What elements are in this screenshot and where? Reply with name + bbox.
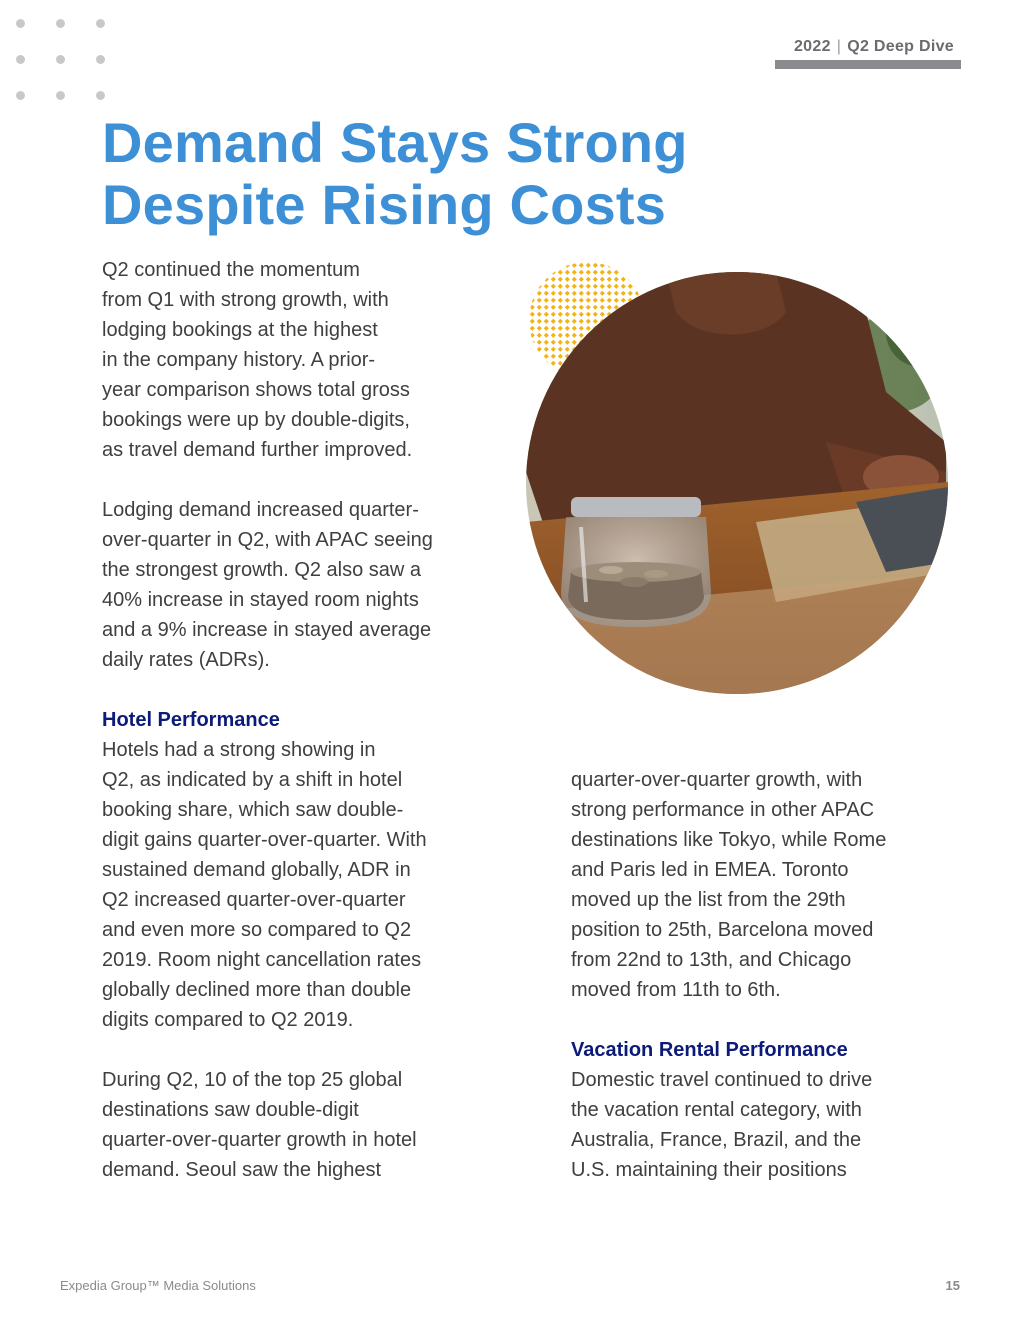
vacation-rental-paragraph <box>571 1065 941 1185</box>
text-line: 2019. Room night cancellation rates <box>102 949 422 971</box>
destinations-paragraph-continued <box>571 765 941 1005</box>
text-line: position to 25th, Barcelona moved <box>571 919 874 941</box>
grid-dot <box>16 91 25 100</box>
footer-brand: Expedia Group™ Media Solutions <box>60 1278 256 1293</box>
text-line: from 22nd to 13th, and Chicago <box>571 949 852 971</box>
text-line: as travel demand further improved. <box>102 439 413 461</box>
text-line: U.S. maintaining their positions <box>571 1159 847 1181</box>
text-line: Australia, France, Brazil, and the <box>571 1129 862 1151</box>
page-number: 15 <box>945 1278 960 1293</box>
text-line: sustained demand globally, ADR in <box>102 859 411 881</box>
text-line: and Paris led in EMEA. Toronto <box>571 859 849 881</box>
text-line: Domestic travel continued to drive <box>571 1069 873 1091</box>
grid-dot <box>16 55 25 64</box>
text-line: the vacation rental category, with <box>571 1099 862 1121</box>
text-line: booking share, which saw double- <box>102 799 404 821</box>
grid-dot <box>56 19 65 28</box>
text-line: digits compared to Q2 2019. <box>102 1009 354 1031</box>
grid-dot <box>16 19 25 28</box>
text-line: and even more so compared to Q2 <box>102 919 412 941</box>
text-line: demand. Seoul saw the highest <box>102 1159 382 1181</box>
text-line: year comparison shows total gross <box>102 379 410 401</box>
text-line: Q2 continued the momentum <box>102 259 360 281</box>
text-line: Q2, as indicated by a shift in hotel <box>102 769 403 791</box>
section-header <box>794 38 954 56</box>
title-line-2: Despite Rising Costs <box>102 173 667 236</box>
header-underline-bar <box>775 60 961 69</box>
text-line: moved from 11th to 6th. <box>571 979 781 1001</box>
title-line-1: Demand Stays Strong <box>102 111 688 174</box>
page-title <box>102 112 802 236</box>
text-line: globally declined more than double <box>102 979 412 1001</box>
lodging-paragraph <box>102 495 477 675</box>
text-line: from Q1 with strong growth, with <box>102 289 389 311</box>
text-line: in the company history. A prior- <box>102 349 376 371</box>
text-line: the strongest growth. Q2 also saw a <box>102 559 422 581</box>
grid-dot <box>96 91 105 100</box>
decorative-dot-grid <box>0 0 120 120</box>
header-year: 2022 <box>793 38 831 55</box>
text-line: moved up the list from the 29th <box>571 889 846 911</box>
grid-dot <box>96 19 105 28</box>
text-line: and a 9% increase in stayed average <box>102 619 432 641</box>
header-separator: | <box>836 38 842 55</box>
text-line: digit gains quarter-over-quarter. With <box>102 829 427 851</box>
text-line: 40% increase in stayed room nights <box>102 589 419 611</box>
text-line: destinations saw double-digit <box>102 1099 359 1121</box>
text-line: daily rates (ADRs). <box>102 649 270 671</box>
grid-dot <box>96 55 105 64</box>
text-line: bookings were up by double-digits, <box>102 409 410 431</box>
text-line: Hotels had a strong showing in <box>102 739 376 761</box>
intro-paragraph <box>102 255 477 465</box>
coin-jar-photo <box>526 272 948 694</box>
text-line: destinations like Tokyo, while Rome <box>571 829 887 851</box>
text-line: Q2 increased quarter-over-quarter <box>102 889 406 911</box>
text-line: During Q2, 10 of the top 25 global <box>102 1069 403 1091</box>
hotel-performance-heading: Hotel Performance <box>102 709 280 731</box>
photo-illustration <box>526 272 948 694</box>
text-line: over-quarter in Q2, with APAC seeing <box>102 529 433 551</box>
header-section: Q2 Deep Dive <box>847 38 954 55</box>
text-line: Lodging demand increased quarter- <box>102 499 419 521</box>
text-line: lodging bookings at the highest <box>102 319 378 341</box>
grid-dot <box>56 91 65 100</box>
text-line: quarter-over-quarter growth, with <box>571 769 863 791</box>
text-line: quarter-over-quarter growth in hotel <box>102 1129 417 1151</box>
hero-photo <box>522 262 952 698</box>
hotel-paragraph <box>102 735 477 1035</box>
grid-dot <box>56 55 65 64</box>
vacation-rental-heading: Vacation Rental Performance <box>571 1039 848 1061</box>
destinations-paragraph <box>102 1065 477 1185</box>
text-line: strong performance in other APAC <box>571 799 875 821</box>
